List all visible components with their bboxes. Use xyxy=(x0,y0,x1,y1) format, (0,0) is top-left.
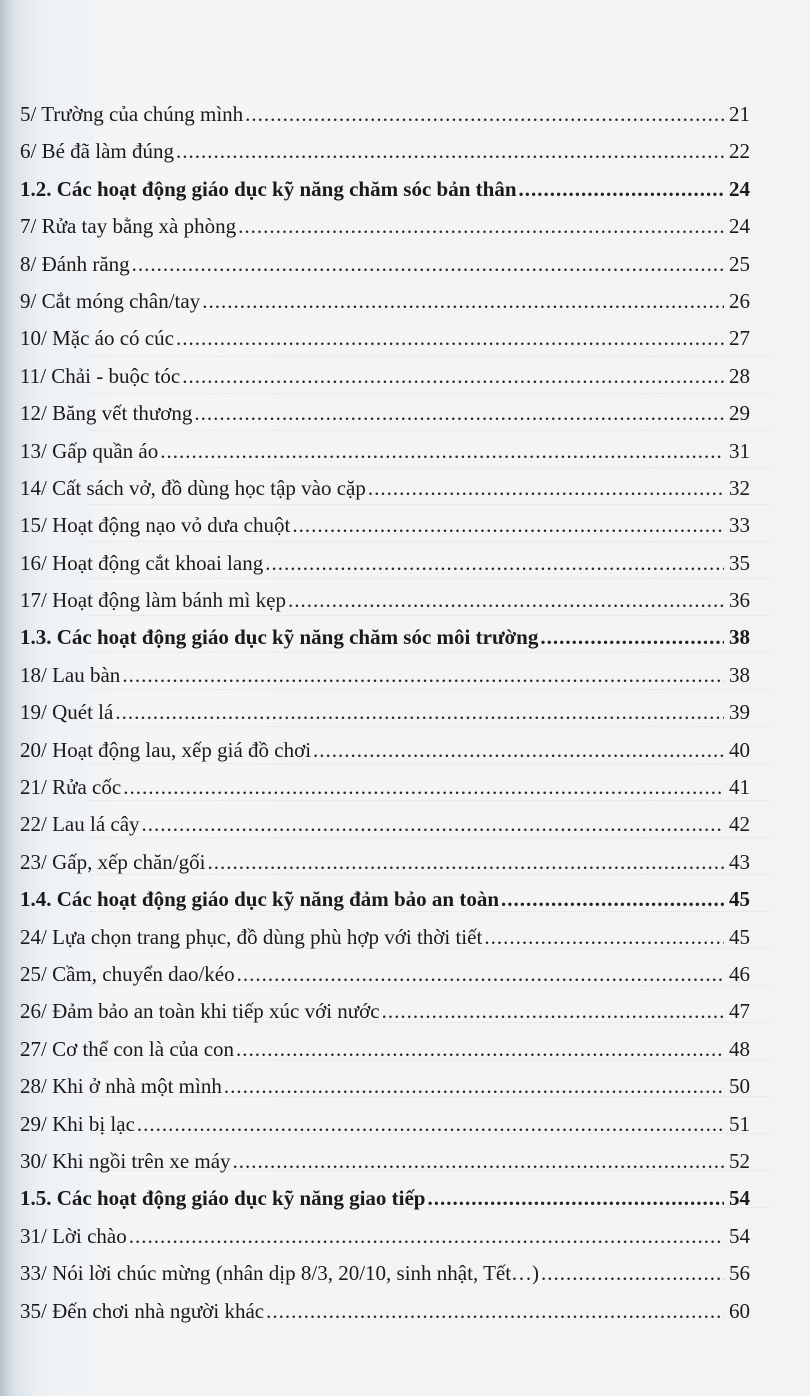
toc-section-heading xyxy=(20,177,750,214)
toc-entry xyxy=(20,738,750,775)
toc-entry xyxy=(20,1299,750,1336)
toc-section-heading xyxy=(20,887,750,924)
toc-entry-leader xyxy=(207,850,724,875)
toc-entry-title: 1.5. Các hoạt động giáo dục kỹ năng giao tiếp xyxy=(20,1186,426,1211)
toc-entry-title: 7/ Rửa tay bằng xà phòng xyxy=(20,214,237,239)
toc-entry-leader xyxy=(238,214,724,239)
toc-entry-leader xyxy=(224,1074,724,1099)
toc-section-heading xyxy=(20,625,750,662)
toc-entry-page: 21 xyxy=(729,102,750,126)
toc-entry-leader xyxy=(233,1149,724,1174)
toc-entry-leader xyxy=(519,177,724,202)
toc-entry-page: 41 xyxy=(729,775,750,800)
toc-entry-page: 24 xyxy=(729,176,750,201)
toc-entry-page: 25 xyxy=(729,251,750,276)
toc-entry-page: 39 xyxy=(729,700,750,725)
toc-entry-leader xyxy=(160,439,724,464)
toc-entry xyxy=(20,588,750,625)
toc-entry-title: 17/ Hoạt động làm bánh mì kẹp xyxy=(20,588,286,613)
toc-entry-title: 14/ Cất sách vở, đồ dùng học tập vào cặp xyxy=(20,475,366,500)
toc-entry-title: 15/ Hoạt động nạo vỏ dưa chuột xyxy=(20,513,291,538)
toc-entry-page: 38 xyxy=(729,625,750,650)
toc-entry-page: 38 xyxy=(729,662,750,687)
toc-entry xyxy=(20,999,750,1036)
toc-entry xyxy=(20,850,750,887)
toc-entry-leader xyxy=(123,775,724,800)
toc-entry-title: 5/ Trường của chúng mình xyxy=(20,102,244,126)
toc-entry xyxy=(20,439,750,476)
toc-entry xyxy=(20,962,750,999)
toc-entry-title: 28/ Khi ở nhà một mình xyxy=(20,1074,222,1099)
toc-entry-leader xyxy=(237,962,724,987)
toc-entry-title: 22/ Lau lá cây xyxy=(20,812,140,837)
toc-entry xyxy=(20,925,750,962)
toc-entry-leader xyxy=(142,812,724,837)
toc-entry-title: 6/ Bé đã làm đúng xyxy=(20,139,174,164)
toc-entry-title: 1.3. Các hoạt động giáo dục kỹ năng chăm sóc môi trường xyxy=(20,625,539,650)
toc-entry-leader xyxy=(540,625,724,650)
toc-entry-leader xyxy=(132,252,724,277)
toc-entry-title: 12/ Băng vết thương xyxy=(20,401,193,426)
toc-entry-page: 29 xyxy=(729,401,750,426)
toc-entry-title: 27/ Cơ thể con là của con xyxy=(20,1036,235,1061)
toc-entry-title: 29/ Khi bị lạc xyxy=(20,1111,135,1136)
toc-entry-page: 47 xyxy=(729,999,750,1024)
toc-entry-leader xyxy=(266,1299,724,1324)
toc-entry xyxy=(20,102,750,139)
toc-entry-title: 1.4. Các hoạt động giáo dục kỹ năng đảm bảo an toàn xyxy=(20,887,500,912)
toc-entry-page: 50 xyxy=(729,1074,750,1099)
toc-entry-leader xyxy=(541,1261,724,1286)
toc-entry-page: 42 xyxy=(729,812,750,837)
toc-entry-title: 18/ Lau bàn xyxy=(20,662,121,687)
toc-entry-title: 23/ Gấp, xếp chăn/gối xyxy=(20,849,206,874)
toc-entry-page: 60 xyxy=(729,1298,750,1323)
toc-entry-leader xyxy=(313,738,724,763)
toc-entry xyxy=(20,663,750,700)
toc-entry-leader xyxy=(194,401,724,426)
toc-entry-page: 31 xyxy=(729,438,750,463)
toc-entry-title: 25/ Cầm, chuyển dao/kéo xyxy=(20,961,235,986)
toc-entry-leader xyxy=(182,364,724,389)
toc-entry-leader xyxy=(115,700,724,725)
toc-entry-page: 46 xyxy=(729,961,750,986)
toc-entry-page: 48 xyxy=(729,1036,750,1061)
toc-entry-title: 13/ Gấp quần áo xyxy=(20,438,159,463)
toc-entry-page: 22 xyxy=(729,139,750,164)
toc-section-heading xyxy=(20,1186,750,1223)
toc-entry-title: 1.2. Các hoạt động giáo dục kỹ năng chăm sóc bản thân xyxy=(20,176,517,201)
toc-entry-title: 26/ Đảm bảo an toàn khi tiếp xúc với nước xyxy=(20,999,380,1024)
toc-entry-leader xyxy=(265,551,724,576)
toc-entry-leader xyxy=(368,476,724,501)
toc-entry-leader xyxy=(122,663,724,688)
toc-entry xyxy=(20,289,750,326)
toc-entry-page: 26 xyxy=(729,288,750,313)
toc-entry xyxy=(20,364,750,401)
toc-entry-leader xyxy=(129,1224,724,1249)
toc-entry-title: 21/ Rửa cốc xyxy=(20,775,122,800)
toc-entry xyxy=(20,1149,750,1186)
toc-entry xyxy=(20,1037,750,1074)
toc-entry xyxy=(20,252,750,289)
toc-entry-page: 40 xyxy=(729,737,750,762)
toc-entry-title: 31/ Lời chào xyxy=(20,1223,127,1248)
toc-entry-page: 27 xyxy=(729,326,750,351)
toc-entry-title: 9/ Cắt móng chân/tay xyxy=(20,288,201,313)
toc-entry-page: 32 xyxy=(729,475,750,500)
toc-entry-leader xyxy=(288,588,724,613)
toc-entry-page: 54 xyxy=(729,1223,750,1248)
toc-entry xyxy=(20,775,750,812)
toc-entry-page: 24 xyxy=(729,214,750,239)
toc-entry-leader xyxy=(484,925,724,950)
toc-entry-title: 10/ Mặc áo có cúc xyxy=(20,326,174,351)
toc-entry xyxy=(20,812,750,849)
toc-entry xyxy=(20,139,750,176)
toc-entry-page: 51 xyxy=(729,1111,750,1136)
toc-entry-page: 52 xyxy=(729,1148,750,1173)
toc-entry xyxy=(20,513,750,550)
toc-entry-leader xyxy=(382,999,724,1024)
toc-entry-page: 28 xyxy=(729,363,750,388)
toc-entry-title: 35/ Đến chơi nhà người khác xyxy=(20,1298,265,1323)
toc-entry-title: 20/ Hoạt động lau, xếp giá đồ chơi xyxy=(20,737,312,762)
toc-entry xyxy=(20,1261,750,1298)
toc-entry-leader xyxy=(202,289,724,314)
toc-entry xyxy=(20,214,750,251)
toc-entry-page: 56 xyxy=(729,1261,750,1286)
toc-entry-title: 11/ Chải - buộc tóc xyxy=(20,363,181,388)
toc-entry xyxy=(20,476,750,513)
toc-entry-page: 45 xyxy=(729,924,750,949)
toc-entry xyxy=(20,1074,750,1111)
toc-entry-leader xyxy=(427,1186,724,1211)
toc-entry-title: 19/ Quét lá xyxy=(20,700,114,725)
toc-entry-leader xyxy=(501,887,724,912)
toc-entry-leader xyxy=(292,513,724,538)
toc-entry-page: 35 xyxy=(729,550,750,575)
toc-entry xyxy=(20,326,750,363)
toc-entry-leader xyxy=(137,1112,724,1137)
toc-entry-leader xyxy=(245,102,724,127)
toc-entry xyxy=(20,551,750,588)
toc-entry-leader xyxy=(176,326,724,351)
toc-entry-page: 33 xyxy=(729,513,750,538)
toc-entry-page: 54 xyxy=(729,1186,750,1211)
toc-entry-title: 16/ Hoạt động cắt khoai lang xyxy=(20,550,264,575)
toc-entry xyxy=(20,700,750,737)
table-of-contents xyxy=(20,102,750,1336)
toc-entry-title: 24/ Lựa chọn trang phục, đồ dùng phù hợp với thời tiết xyxy=(20,924,483,949)
toc-entry-page: 45 xyxy=(729,887,750,912)
toc-entry-title: 8/ Đánh răng xyxy=(20,251,130,276)
toc-entry-title: 33/ Nói lời chúc mừng (nhân dịp 8/3, 20/10, sinh nhật, Tết…) xyxy=(20,1261,540,1286)
toc-entry-leader xyxy=(236,1037,724,1062)
toc-entry-page: 36 xyxy=(729,588,750,613)
toc-entry xyxy=(20,1112,750,1149)
toc-entry xyxy=(20,1224,750,1261)
toc-entry xyxy=(20,401,750,438)
toc-entry-page: 43 xyxy=(729,849,750,874)
toc-entry-leader xyxy=(176,139,724,164)
toc-entry-title: 30/ Khi ngồi trên xe máy xyxy=(20,1148,231,1173)
